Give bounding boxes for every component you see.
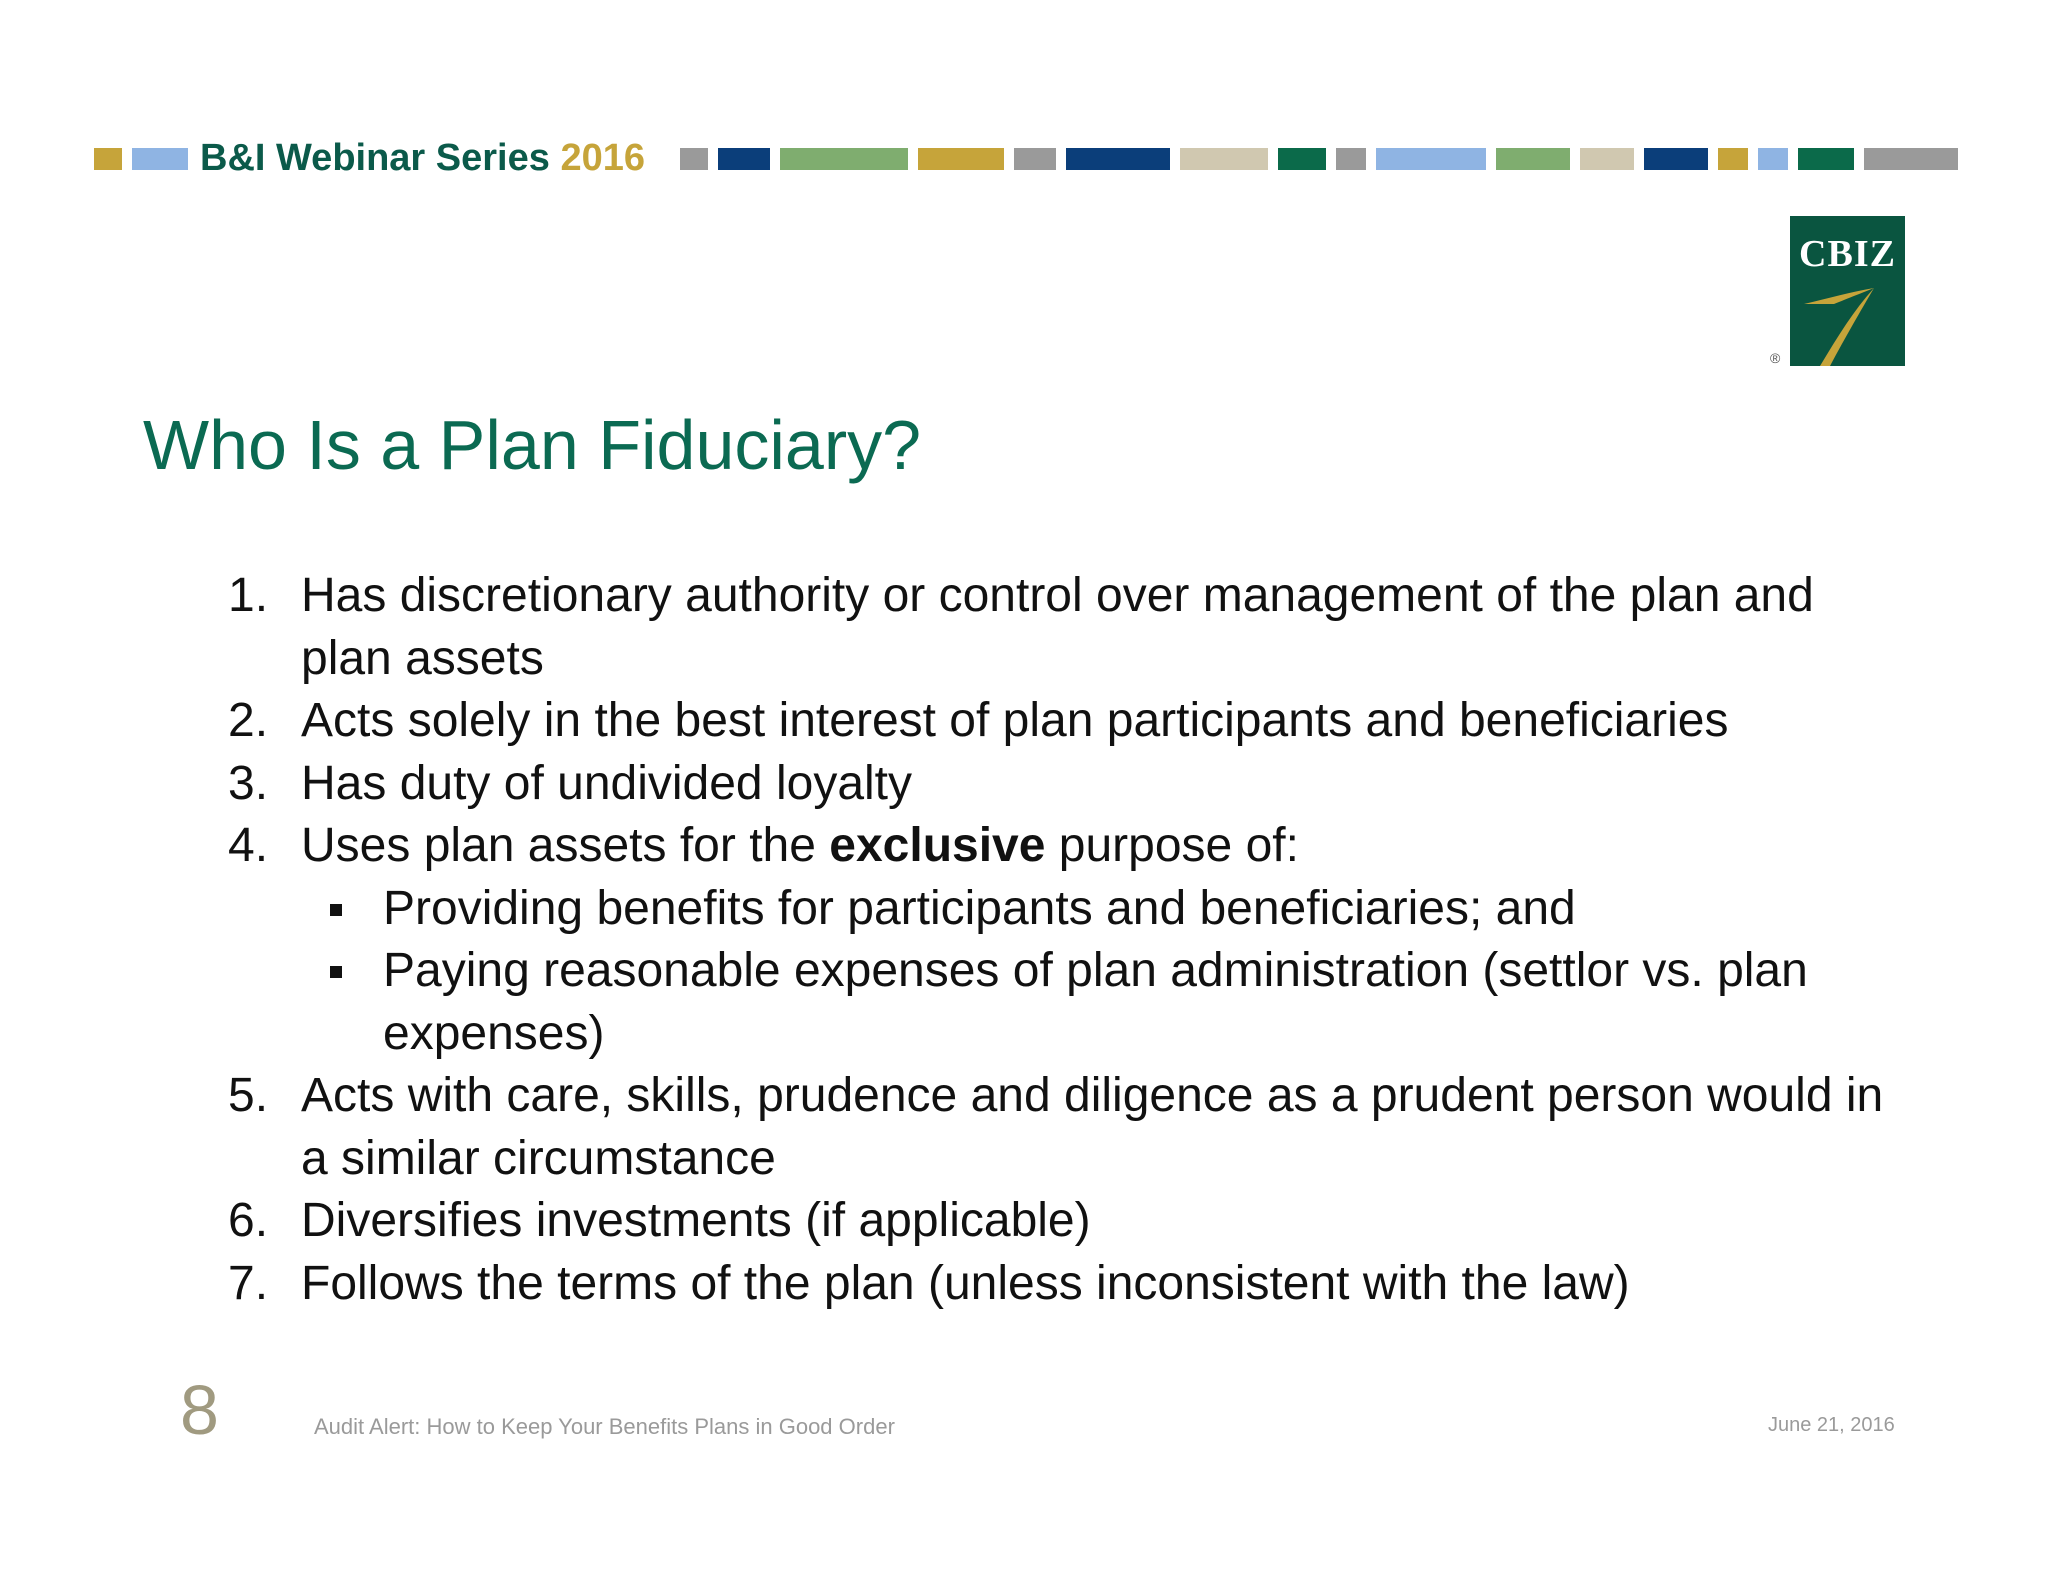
item-text: Follows the terms of the plan (unless inconsistent with the law) [301, 1256, 1630, 1310]
series-name: B&I Webinar Series [200, 137, 550, 179]
list-item [228, 1065, 1888, 1190]
strip-block [1758, 148, 1788, 170]
strip-block [918, 148, 1004, 170]
item-number: 6. [228, 1194, 269, 1247]
strip-block [132, 148, 188, 170]
sub-item-text: Providing benefits for participants and beneficiaries; and [383, 881, 1576, 935]
strip-block [1336, 148, 1366, 170]
strip-block [1496, 148, 1570, 170]
strip-block [718, 148, 770, 170]
strip-block [1580, 148, 1634, 170]
item-number: 7. [228, 1256, 269, 1310]
item-number: 5. [228, 1069, 269, 1122]
item-number: 1. [228, 569, 269, 622]
list-item [228, 565, 1888, 690]
strip-block [1376, 148, 1486, 170]
item-text [301, 815, 1888, 878]
item-number: 4. [228, 819, 269, 872]
strip-block [1798, 148, 1854, 170]
list-item [228, 815, 1888, 878]
fiduciary-criteria-list [228, 565, 1888, 1315]
strip-block [1180, 148, 1268, 170]
item-text: Acts with care, skills, prudence and diligence as a prudent person would in a similar circumstance [301, 1069, 1884, 1185]
sub-list-item [228, 940, 1888, 1065]
item-text: Has duty of undivided loyalty [301, 756, 913, 810]
strip-block [1718, 148, 1748, 170]
list-item [228, 1190, 1888, 1253]
slide-title: Who Is a Plan Fiduciary? [143, 406, 922, 484]
registered-mark: ® [1770, 350, 1781, 366]
series-year: 2016 [560, 137, 645, 179]
square-bullet-icon [330, 904, 342, 916]
item-number: 3. [228, 756, 269, 810]
sub-item-text: Paying reasonable expenses of plan administration (settlor vs. plan expenses) [383, 944, 1808, 1060]
item-text: Diversifies investments (if applicable) [301, 1194, 1091, 1247]
item-text-before: Uses plan assets for the [301, 819, 830, 872]
strip-block [1278, 148, 1326, 170]
square-bullet-icon [330, 966, 342, 978]
strip-block [780, 148, 908, 170]
strip-block [1066, 148, 1170, 170]
strip-block [94, 148, 122, 170]
logo-swoosh-icon [1790, 276, 1905, 366]
page-number: 8 [180, 1371, 219, 1449]
strip-block [1014, 148, 1056, 170]
item-text: Acts solely in the best interest of plan participants and beneficiaries [301, 694, 1729, 747]
footer-date: June 21, 2016 [1768, 1414, 1895, 1436]
item-number: 2. [228, 694, 269, 747]
strip-block [1644, 148, 1708, 170]
cbiz-logo [1790, 216, 1905, 366]
list-item [228, 1253, 1888, 1316]
strip-block [1864, 148, 1958, 170]
logo-text: CBIZ [1799, 233, 1896, 275]
sub-list-item [228, 878, 1888, 941]
item-text-emphasis: exclusive [829, 819, 1046, 872]
item-text: Has discretionary authority or control over management of the plan and plan assets [301, 569, 1814, 685]
strip-block [680, 148, 708, 170]
webinar-series-title [200, 137, 645, 180]
list-item [228, 753, 1888, 816]
list-item [228, 690, 1888, 753]
footer-presentation-title: Audit Alert: How to Keep Your Benefits Plans in Good Order [314, 1414, 895, 1439]
item-text-after: purpose of: [1045, 819, 1299, 872]
